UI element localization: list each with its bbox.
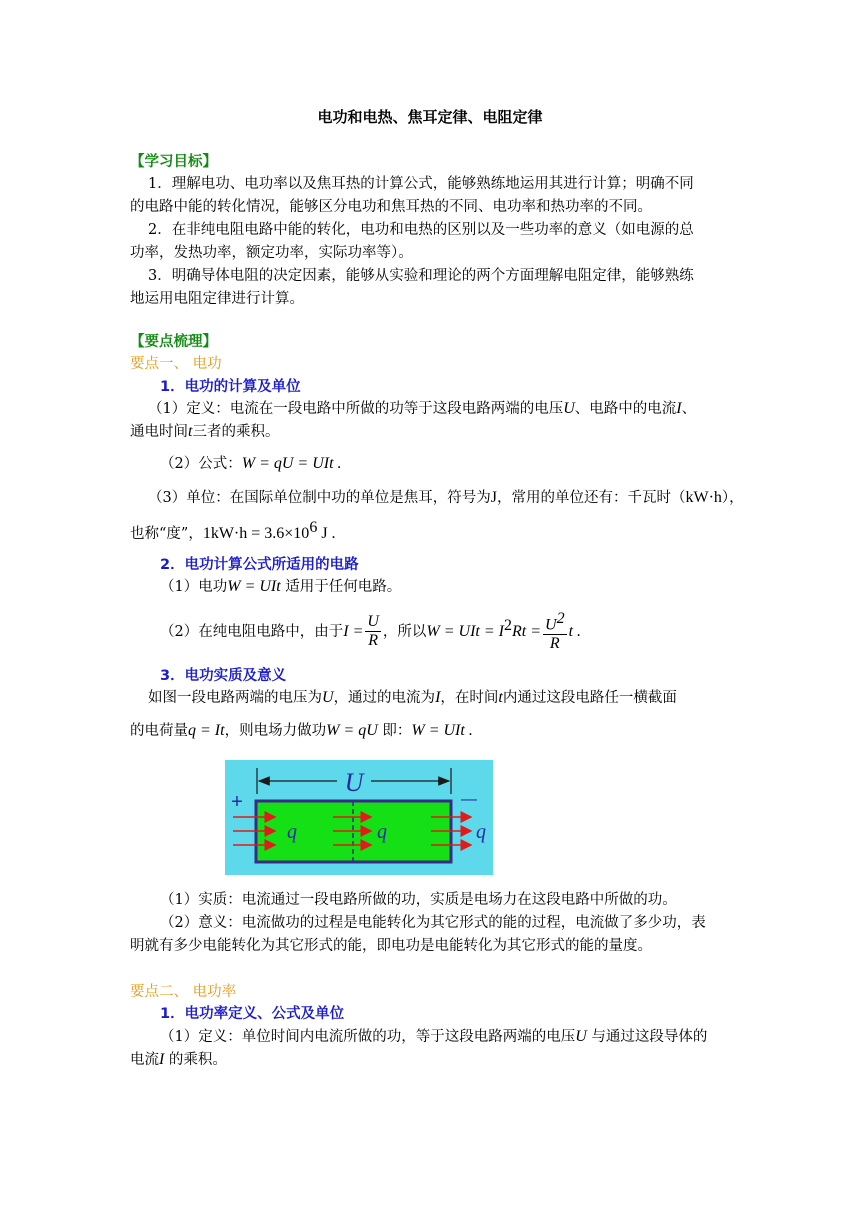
objective-1-line-1: 1．理解电功、电功率以及焦耳热的计算公式，能够熟练地运用其进行计算；明确不同 [148, 176, 694, 192]
charge-label-1: q [287, 821, 297, 843]
objective-2-line-1: 2．在非纯电阻电路中能的转化，电功和电热的区别以及一些功率的意义（如电源的总 [148, 222, 694, 238]
minus-terminal: — [461, 791, 477, 808]
objective-3-line-2: 地运用电阻定律进行计算。 [130, 291, 304, 307]
plus-terminal: + [231, 791, 243, 813]
power-definition-line-2: 电流I 的乘积。 [130, 1051, 227, 1068]
charge-label-2: q [377, 821, 387, 843]
essence-line-2: 的电荷量q = It，则电场力做功W = qU 即：W = UIt . [130, 722, 473, 739]
power-definition-line-1: （1）定义：单位时间内电流所做的功，等于这段电路两端的电压U 与通过这段导体的 [160, 1028, 708, 1045]
fraction-u-over-r: $\frac{U}{R}$ [367, 613, 379, 650]
objectives-heading: 【学习目标】 [130, 154, 217, 170]
formula-line: （2）公式：W = qU = UIt . [160, 455, 342, 472]
subsection-1-heading: 1．电功的计算及单位 [160, 379, 301, 395]
page-title: 电功和电热、焦耳定律、电阻定律 [317, 108, 543, 126]
meaning-line-2: 明就有多少电能转化为其它形式的能，即电功是电能转化为其它形式的能的量度。 [130, 938, 652, 954]
work-formula: W = qU = UIt . [241, 455, 342, 472]
unit-line-1: （3）单位：在国际单位制中功的单位是焦耳，符号为J，常用的单位还有：千瓦时（kW·h）， [148, 489, 744, 506]
meaning-line-1: （2）意义：电流做功的过程是电能转化为其它形式的能的过程，电流做了多少功，表 [160, 915, 706, 931]
voltage-label: U [344, 768, 364, 797]
definition-line-2: 通电时间t三者的乘积。 [130, 423, 280, 440]
charge-label-3: q [476, 821, 486, 843]
definition-line-1: （1）定义：电流在一段电路中所做的功等于这段电路两端的电压U、电路中的电流I、 [148, 400, 697, 417]
subsection-2-heading: 2．电功计算公式所适用的电路 [160, 557, 359, 573]
pure-resistance-line: （2）在纯电阻电路中，由于I = $\frac{U}{R}$ ，所以W = UIt = $I^2Rt$ = $\frac{U^2}{R}$ t . [160, 610, 582, 653]
nature-line: （1）实质：电流通过一段电路所做的功，实质是电场力在这段电路中所做的功。 [160, 892, 677, 908]
objective-3-line-1: 3．明确导体电阻的决定因素，能够从实验和理论的两个方面理解电阻定律，能够熟练 [148, 268, 694, 284]
point-2-heading: 要点二、 电功率 [130, 984, 237, 1000]
objective-1-line-2: 的电路中能的转化情况，能够区分电功和焦耳热的不同、电功率和热功率的不同。 [130, 199, 652, 215]
point-1-heading: 要点一、 电功 [130, 356, 222, 372]
circuit-diagram [225, 760, 493, 875]
objective-2-line-2: 功率，发热功率，额定功率，实际功率等）。 [130, 245, 413, 261]
review-heading: 【要点梳理】 [130, 334, 217, 350]
fraction-u2-over-r: $\frac{U^2}{R}$ [545, 610, 565, 653]
essence-line-1: 如图一段电路两端的电压为U，通过的电流为I，在时间t内通过这段电路任一横截面 [148, 689, 677, 706]
unit-line-2: 也称“度”，$1kW\cdot h = 3.6\times 10^6$ J . [130, 519, 336, 542]
subsection-3-heading: 3．电功实质及意义 [160, 668, 287, 684]
any-circuit-line: （1）电功W = UIt 适用于任何电路。 [160, 578, 402, 595]
subsection-4-heading: 1．电功率定义、公式及单位 [160, 1006, 345, 1022]
